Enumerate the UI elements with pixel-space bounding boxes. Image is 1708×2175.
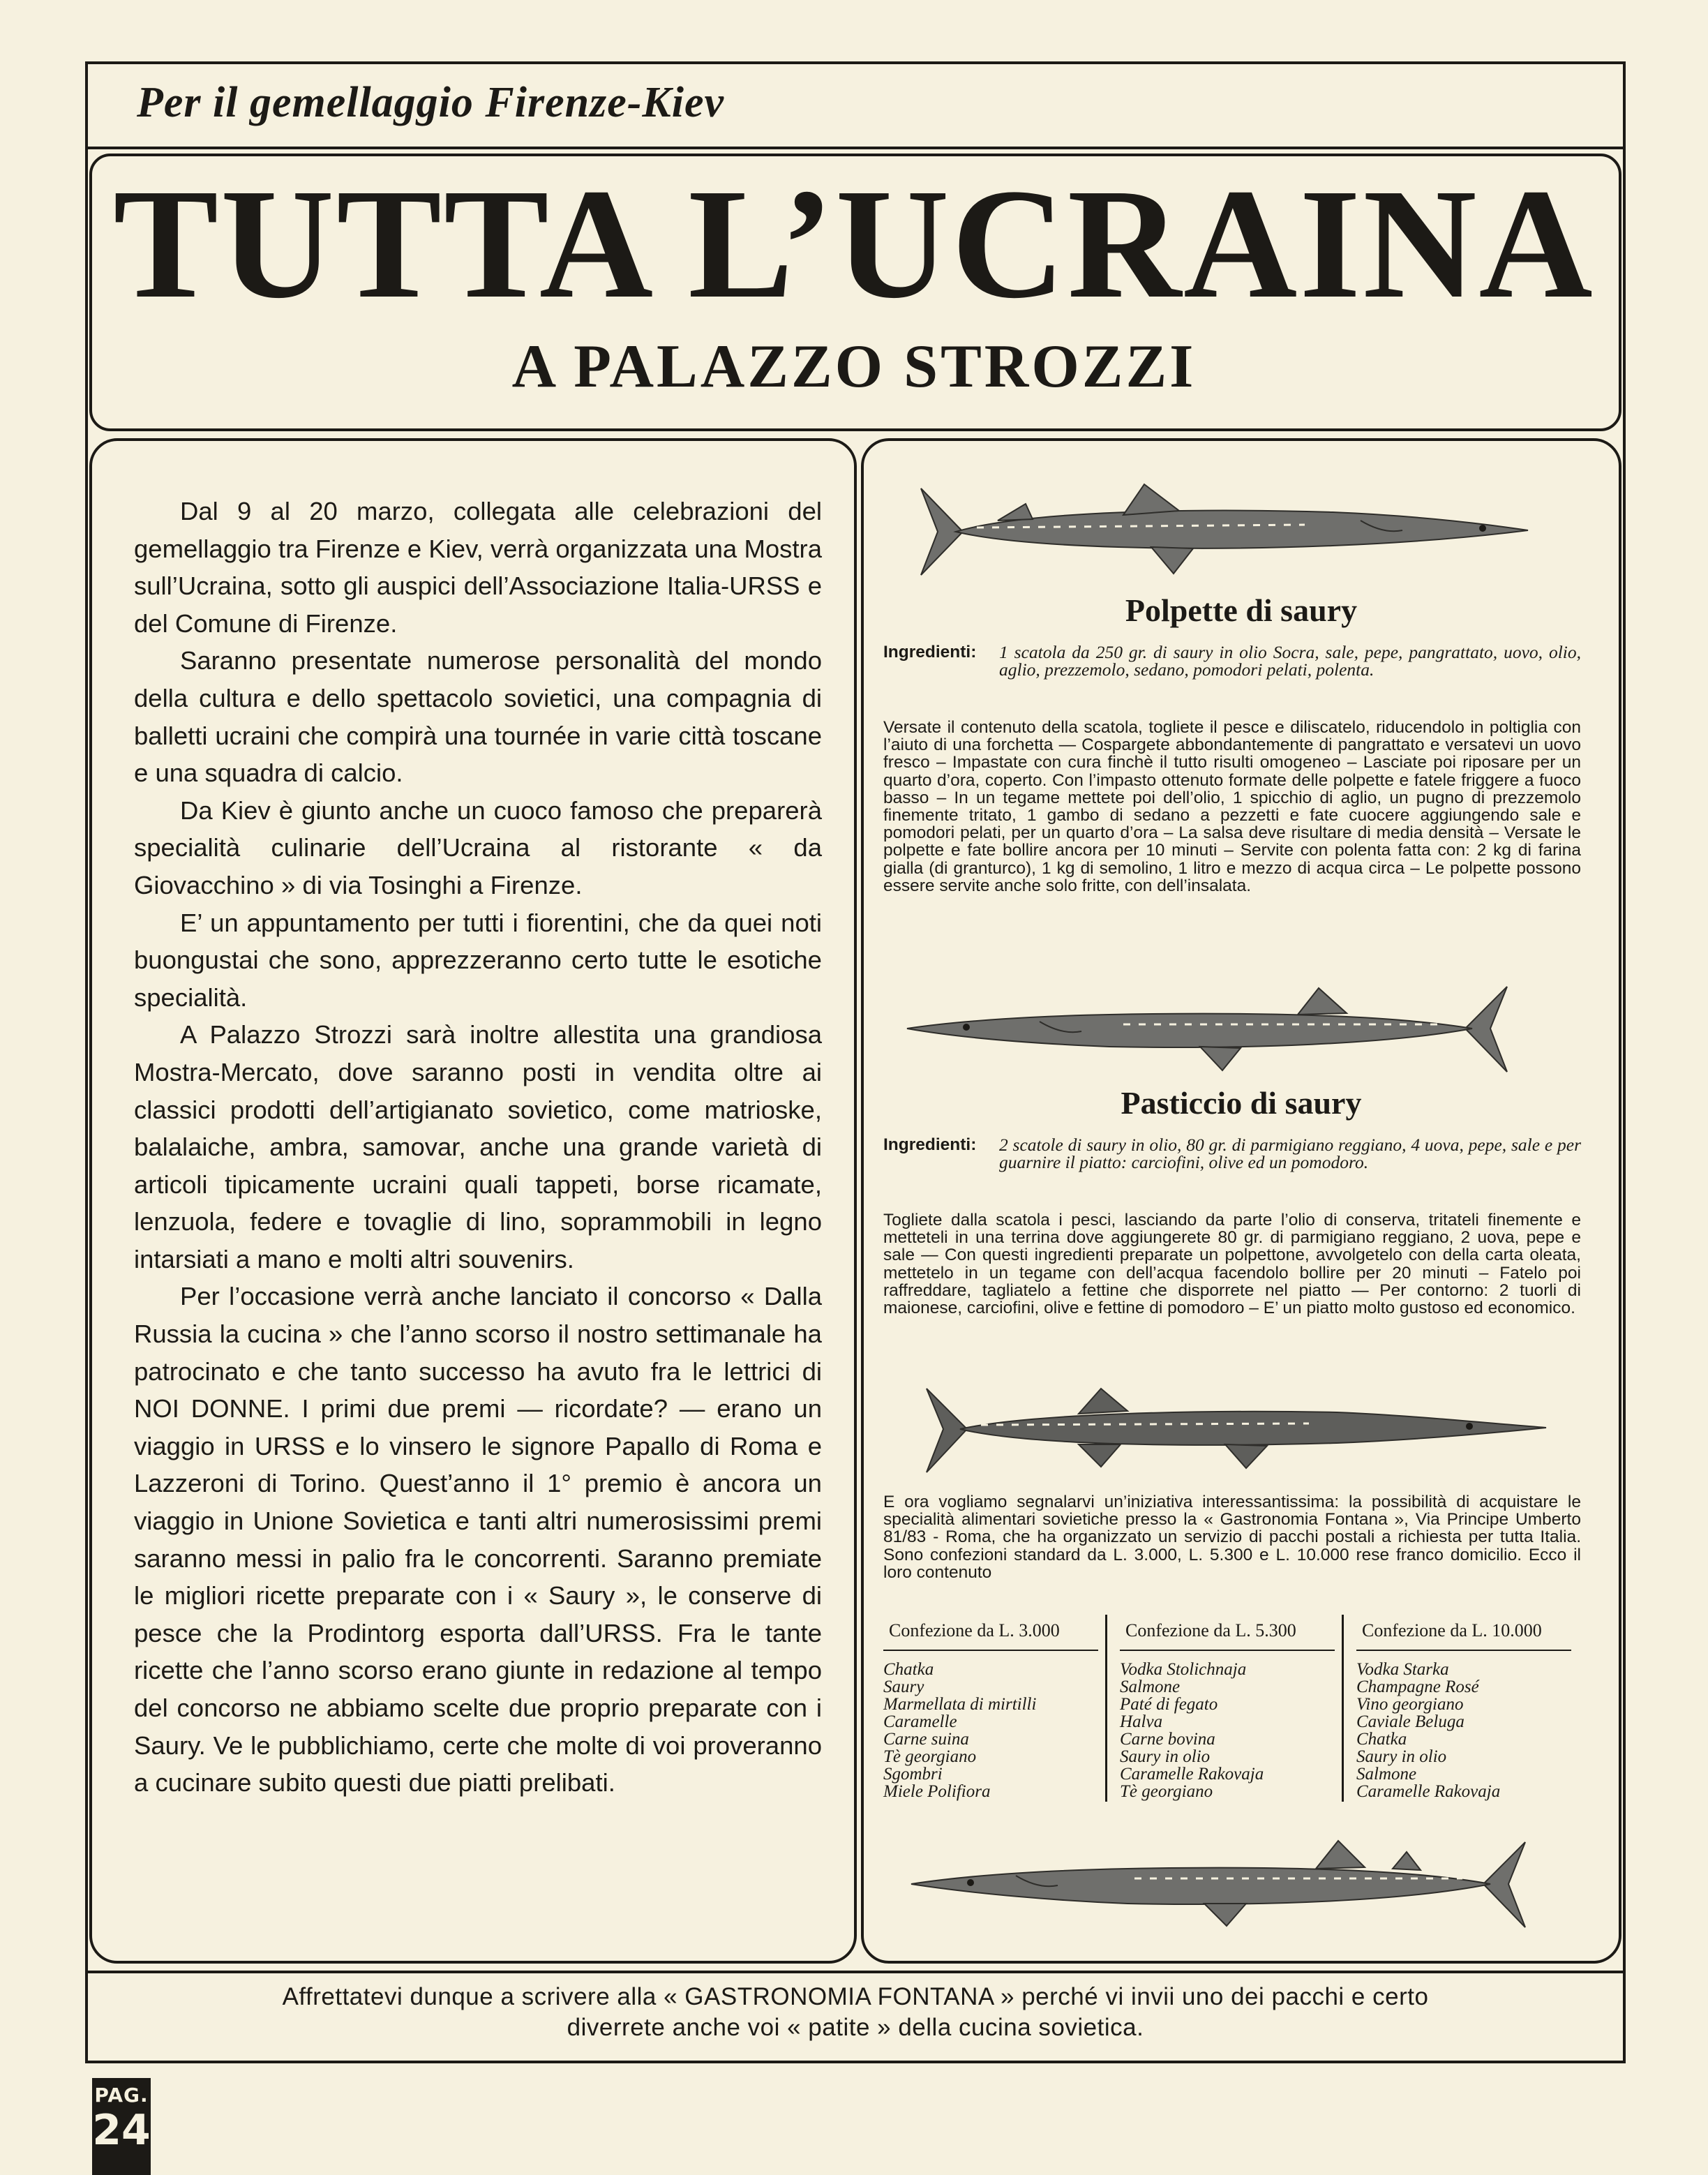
saury-fish-illustration	[914, 476, 1535, 588]
offer-text: E ora vogliamo segnalarvi un’iniziativa interessantissima: la possibilità di acquistare le specialità alimentari sovietiche presso la « Gastronomia Fontana », Via Principe Umberto 81/83 - Roma, che ha organizzato un servizio di pacchi postali a richiesta per tutta Italia. Sono confezioni standard da L. 3.000, L. 5.300 e L. 10.000 rese franco domicilio. Ecco il loro contenuto	[883, 1493, 1581, 1582]
recipe-method: Versate il contenuto della scatola, togliete il pesce e diliscatelo, riducendolo in poltiglia con l’aiuto di una forchetta — Cospargete abbondantemente di pangrattato e versatevi un uovo fresco – Impastate con cura finchè il tutto risulti omogeneo – Lasciate poi riposare per un quarto d’ora, coperto. Con l’impasto ottenuto formate delle polpette e fatele friggere a fuoco basso – In un tegame mettete poi dell’olio, 1 spicchio di aglio, un pugno di prezzemolo finemente tritato, 1 gambo di sedano a pezzetti e fate cuocere aggiungendo sale e pomodori pelati, per un quarto d’ora – La salsa deve risultare di media densità – Versate le polpette e fate bollire ancora per 10 minuti – Servite con polenta fatta con: 2 kg di farina gialla (di granturco), 1 kg di semolino, 1 litro e mezzo di acqua circa – Le polpette possono essere servite anche solo fritte, con dell’insalata.	[883, 718, 1581, 895]
footer-line: Affrettatevi dunque a scrivere alla « GASTRONOMIA FONTANA » perché vi invii uno dei pacchi e certo	[282, 1983, 1429, 2010]
package-column	[1342, 1615, 1578, 1802]
page-title: TUTTA L’UCRAINA	[113, 156, 1595, 331]
package-item: Caramelle Rakovaja	[1356, 1782, 1501, 1801]
recipe-ingredients	[883, 1136, 1581, 1171]
package-item: Tè georgiano	[883, 1747, 977, 1766]
recipe-ingredients	[883, 643, 1581, 678]
package-item: Caramelle	[883, 1712, 957, 1731]
article-paragraph: Da Kiev è giunto anche un cuoco famoso che preparerà specialità culinarie dell’Ucraina al ristorante « da Giovacchino » di via Tosinghi a Firenze.	[134, 795, 822, 899]
package-item: Vodka Starka	[1356, 1660, 1449, 1679]
package-item: Tè georgiano	[1120, 1782, 1213, 1801]
article-paragraph: Dal 9 al 20 marzo, collegata alle celebrazioni del gemellaggio tra Firenze e Kiev, verrà organizzata una Mostra sull’Ucraina, sotto gli auspici dell’Associazione Italia-URSS e del Comune di Firenze.	[134, 497, 822, 638]
package-item: Carne suina	[883, 1730, 969, 1749]
page-number: 24	[92, 2106, 151, 2155]
divider	[85, 1971, 1626, 1973]
recipe-title: Pasticcio di saury	[1121, 1085, 1362, 1121]
ingredients-label: Ingredienti:	[883, 1135, 977, 1154]
package-item: Vino georgiano	[1356, 1695, 1464, 1714]
article-paragraph: Per l’occasione verrà anche lanciato il concorso « Dalla Russia la cucina » che l’anno scorso il nostro settimanale ha patrocinato e che tanto successo ha avuto fra le lettrici di NOI DONNE. I primi due premi — ricordate? — erano un viaggio in URSS e lo vinsero le signore Papallo di Roma e Lazzeroni di Torino. Quest’anno il 1° premio è ancora un viaggio in Unione Sovietica e tanti altri numerosissimi premi saranno messi in palio fra le concorrenti. Saranno premiate le migliori ricette preparate con i « Saury », le conserve di pesce che la Prodintorg esporta dall’URSS. Fra le tante ricette che l’anno scorso erano giunte in redazione al tempo del concorso ne abbiamo scelte due proprio preparate con i Saury. Ve le pubblichiamo, certe che molte di voi proveranno a cucinare subito questi due piatti prelibati.	[134, 1282, 822, 1797]
package-item: Paté di fegato	[1120, 1695, 1218, 1714]
package-item: Salmone	[1356, 1765, 1417, 1784]
saury-fish-illustration	[904, 1834, 1532, 1938]
recipe-title: Polpette di saury	[1125, 592, 1358, 628]
package-heading: Confezione da L. 3.000	[883, 1615, 1098, 1651]
recipe-method: Togliete dalla scatola i pesci, lasciando da parte l’olio di conserva, tritateli finemente e metteteli in una terrina dove aggiungerete 80 gr. di parmigiano reggiano, 2 uova, pepe e sale — Con questi ingredienti preparate un polpettone, avvolgetelo con della carta oleata, mettetelo in un tegame con dell’acqua facendolo bollire per 20 minuti – Fatelo poi raffreddare, tagliatelo a fettine che disporrete nel piatto — Per contorno: 2 tuorli di maionese, carciofini, olive e fettine di pomodoro – E’ un piatto molto gustoso ed economico.	[883, 1211, 1581, 1318]
packages-table	[883, 1615, 1578, 1802]
package-item: Halva	[1120, 1712, 1163, 1731]
saury-fish-illustration	[918, 1383, 1553, 1481]
package-item: Miele Polifiora	[883, 1782, 991, 1801]
package-column	[883, 1615, 1105, 1802]
article-body	[134, 493, 822, 1802]
ingredients-text: 2 scatole di saury in olio, 80 gr. di parmigiano reggiano, 4 uova, pepe, sale e per guarnire il piatto: carciofini, olive ed un pomodoro.	[999, 1135, 1581, 1172]
package-item: Salmone	[1120, 1677, 1181, 1696]
page-label: PAG.	[94, 2084, 149, 2107]
ingredients-text: 1 scatola da 250 gr. di saury in olio Socra, sale, pepe, pangrattato, uovo, olio, aglio, prezzemolo, sedano, pomodori pelati, polenta.	[999, 642, 1581, 680]
package-heading: Confezione da L. 10.000	[1356, 1615, 1571, 1651]
page-subtitle: A PALAZZO STROZZI	[511, 333, 1197, 401]
saury-fish-illustration	[900, 978, 1514, 1083]
footer-note	[85, 1982, 1626, 2043]
package-item: Champagne Rosé	[1356, 1677, 1479, 1696]
package-heading: Confezione da L. 5.300	[1120, 1615, 1335, 1651]
package-item: Saury in olio	[1356, 1747, 1447, 1766]
package-item: Caramelle Rakovaja	[1120, 1765, 1264, 1784]
package-item: Caviale Beluga	[1356, 1712, 1464, 1731]
package-item: Saury in olio	[1120, 1747, 1211, 1766]
package-item: Chatka	[883, 1660, 934, 1679]
package-item: Saury	[883, 1677, 924, 1696]
package-column	[1105, 1615, 1342, 1802]
footer-line: diverrete anche voi « patite » della cucina sovietica.	[567, 2014, 1144, 2041]
package-item: Carne bovina	[1120, 1730, 1215, 1749]
article-paragraph: E’ un appuntamento per tutti i fiorentini, che da quei noti buongustai che sono, apprezzeranno certo tutte le esotiche specialità.	[134, 908, 822, 1012]
divider	[85, 147, 1626, 149]
package-item: Sgombri	[883, 1765, 943, 1784]
page-number-box	[92, 2078, 151, 2175]
package-item: Vodka Stolichnaja	[1120, 1660, 1247, 1679]
article-paragraph: A Palazzo Strozzi sarà inoltre allestita una grandiosa Mostra-Mercato, dove saranno posti in vendita oltre ai classici prodotti dell’artigianato sovietico, come matrioske, balalaiche, ambra, samovar, anche una grande varietà di articoli tipicamente ucraini quali tappeti, borse ricamate, lenzuola, federe e tovaglie di lino, soprammobili in legno intarsiati a mano e molti altri souvenirs.	[134, 1020, 822, 1273]
article-paragraph: Saranno presentate numerose personalità del mondo della cultura e dello spettacolo sovietici, una compagnia di balletti ucraini che compirà una tournée in varie città toscane e una squadra di calcio.	[134, 646, 822, 788]
kicker: Per il gemellaggio Firenze-Kiev	[137, 79, 725, 126]
package-item: Marmellata di mirtilli	[883, 1695, 1037, 1714]
package-item: Chatka	[1356, 1730, 1407, 1749]
ingredients-label: Ingredienti:	[883, 643, 977, 662]
